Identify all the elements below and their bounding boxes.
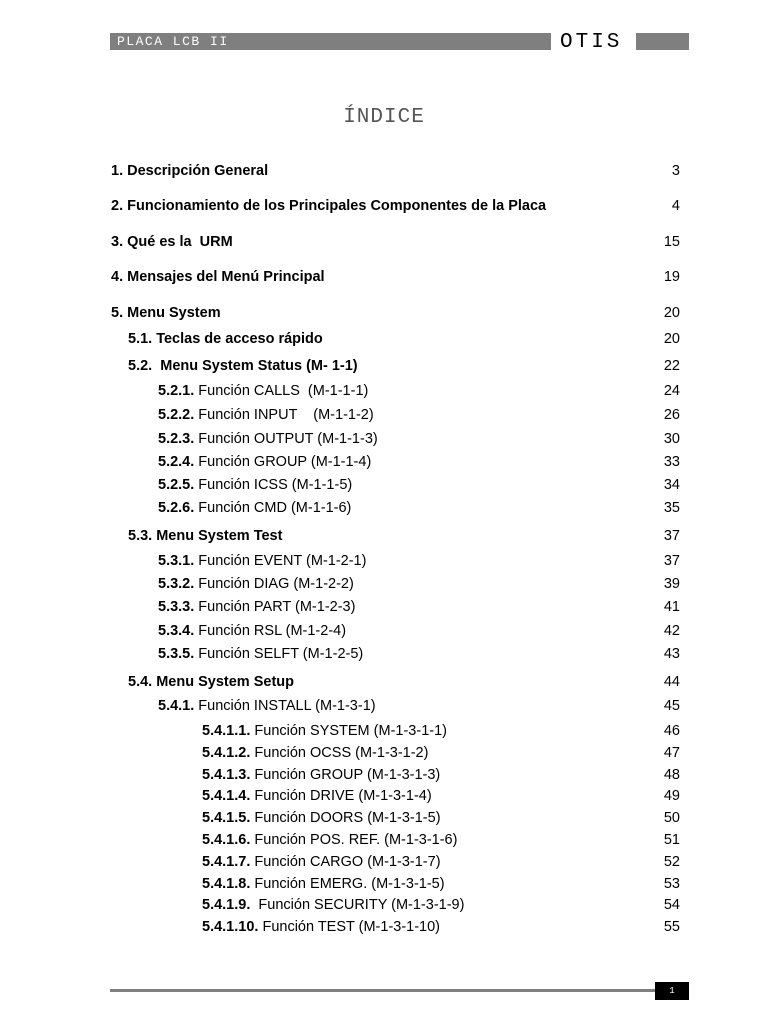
toc-entry-text: Función POS. REF. (M-1-3-1-6)	[250, 832, 458, 848]
toc-entry-page: 48	[663, 767, 680, 783]
toc-entry	[0, 874, 768, 894]
toc-entry	[0, 475, 768, 495]
toc-entry-label	[202, 874, 445, 894]
toc-entry-page: 45	[663, 698, 680, 714]
toc-entry-label	[158, 621, 346, 641]
toc-entry-label	[202, 830, 457, 850]
toc-entry-label	[111, 267, 325, 287]
toc-entry	[0, 526, 768, 546]
toc-entry	[0, 830, 768, 850]
toc-entry-number: 5.2.3.	[158, 431, 195, 447]
toc-entry-page: 42	[663, 623, 680, 639]
toc-entry	[0, 808, 768, 828]
toc-entry-label	[158, 696, 376, 716]
toc-entry	[0, 696, 768, 716]
toc-entry-page: 47	[663, 745, 680, 761]
toc-entry-number: 5.4.	[128, 674, 153, 690]
toc-entry-number: 5.2.5.	[158, 477, 195, 493]
toc-entry-label	[158, 574, 354, 594]
toc-entry-text: Función CARGO (M-1-3-1-7)	[250, 854, 441, 870]
toc-entry-page: 30	[663, 431, 680, 447]
toc-entry	[0, 765, 768, 785]
toc-entry-label	[202, 917, 440, 937]
toc-entry-page: 37	[663, 553, 680, 569]
toc-entry-page: 43	[663, 646, 680, 662]
toc-entry-number: 5.3.3.	[158, 599, 195, 615]
toc-entry-page: 20	[663, 305, 680, 321]
toc-entry-number: 5.3.4.	[158, 623, 195, 639]
toc-entry-text: Mensajes del Menú Principal	[123, 269, 325, 285]
toc-entry-text: Función GROUP (M-1-1-4)	[194, 454, 372, 470]
toc-entry-number: 1.	[111, 163, 124, 179]
toc-entry-label	[202, 743, 428, 763]
toc-entry	[0, 743, 768, 763]
toc-entry	[0, 232, 768, 252]
toc-entry	[0, 196, 768, 216]
toc-entry-label	[202, 765, 440, 785]
toc-entry-label	[158, 429, 378, 449]
toc-entry	[0, 267, 768, 287]
toc-entry-page: 15	[663, 234, 680, 250]
toc-entry-number: 5.2.4.	[158, 454, 195, 470]
toc-entry-number: 5.4.1.5.	[202, 810, 251, 826]
toc-entry	[0, 917, 768, 937]
toc-entry-page: 4	[671, 198, 680, 214]
header-right-bar	[636, 33, 689, 50]
toc-entry-text: Función EMERG. (M-1-3-1-5)	[250, 876, 445, 892]
toc-entry-page: 34	[663, 477, 680, 493]
toc-entry-number: 5.3.2.	[158, 576, 195, 592]
toc-entry	[0, 597, 768, 617]
toc-entry-text: Función SELFT (M-1-2-5)	[194, 646, 364, 662]
toc-entry-page: 44	[663, 674, 680, 690]
toc-entry-page: 41	[663, 599, 680, 615]
toc-entry-text: Qué es la URM	[123, 234, 233, 250]
toc-entry-page: 19	[663, 269, 680, 285]
toc-entry-number: 5.4.1.	[158, 698, 195, 714]
toc-entry	[0, 498, 768, 518]
toc-entry-label	[158, 475, 352, 495]
toc-entry-label	[111, 161, 268, 181]
toc-entry-page: 26	[663, 407, 680, 423]
toc-entry-number: 4.	[111, 269, 124, 285]
toc-entry-number: 5.2.1.	[158, 383, 195, 399]
toc-entry-text: Función INSTALL (M-1-3-1)	[194, 698, 376, 714]
toc-entry-number: 5.3.5.	[158, 646, 195, 662]
toc-entry-page: 37	[663, 528, 680, 544]
toc-entry-number: 5.3.	[128, 528, 153, 544]
toc-entry-page: 46	[663, 723, 680, 739]
toc-entry-text: Función CMD (M-1-1-6)	[194, 500, 352, 516]
toc-entry	[0, 381, 768, 401]
toc-entry-text: Función GROUP (M-1-3-1-3)	[250, 767, 441, 783]
toc-entry-number: 5.	[111, 305, 124, 321]
toc-entry	[0, 429, 768, 449]
toc-entry-number: 5.3.1.	[158, 553, 195, 569]
toc-entry-text: Función DIAG (M-1-2-2)	[194, 576, 354, 592]
toc-entry-number: 5.4.1.2.	[202, 745, 251, 761]
toc-entry-page: 49	[663, 788, 680, 804]
toc-entry-number: 5.4.1.7.	[202, 854, 251, 870]
toc-entry-number: 2.	[111, 198, 124, 214]
toc-entry-page: 53	[663, 876, 680, 892]
toc-entry-text: Función OCSS (M-1-3-1-2)	[250, 745, 429, 761]
toc-entry-page: 20	[663, 331, 680, 347]
toc-entry-text: Función SYSTEM (M-1-3-1-1)	[250, 723, 447, 739]
header-brand-logo: OTIS	[560, 31, 623, 54]
toc-entry-number: 5.4.1.6.	[202, 832, 251, 848]
toc-entry-label	[111, 196, 546, 216]
toc-entry-label	[202, 895, 464, 915]
footer-line	[110, 989, 656, 992]
toc-entry	[0, 621, 768, 641]
toc-entry-text: Función OUTPUT (M-1-1-3)	[194, 431, 378, 447]
toc-entry	[0, 644, 768, 664]
toc-entry-text: Función PART (M-1-2-3)	[194, 599, 356, 615]
toc-entry-page: 55	[663, 919, 680, 935]
toc-entry-page: 35	[663, 500, 680, 516]
document-title: ÍNDICE	[343, 106, 425, 129]
toc-entry-text: Función SECURITY (M-1-3-1-9)	[250, 897, 465, 913]
toc-entry-text: Teclas de acceso rápido	[152, 331, 323, 347]
toc-entry-label	[128, 526, 282, 546]
toc-entry-number: 5.1.	[128, 331, 153, 347]
toc-entry-label	[158, 381, 368, 401]
toc-entry-page: 54	[663, 897, 680, 913]
toc-entry-page: 3	[671, 163, 680, 179]
toc-entry-label	[128, 329, 323, 349]
toc-entry-label	[202, 808, 441, 828]
toc-entry-label	[158, 644, 363, 664]
toc-entry-label	[158, 551, 366, 571]
toc-entry-text: Función ICSS (M-1-1-5)	[194, 477, 353, 493]
toc-entry-number: 5.4.1.8.	[202, 876, 251, 892]
toc-entry	[0, 161, 768, 181]
toc-entry-number: 5.4.1.10.	[202, 919, 259, 935]
toc-entry	[0, 852, 768, 872]
toc-entry-label	[202, 786, 432, 806]
toc-entry-text: Función DOORS (M-1-3-1-5)	[250, 810, 441, 826]
toc-entry-label	[202, 721, 447, 741]
toc-entry-page: 52	[663, 854, 680, 870]
toc-entry-text: Función EVENT (M-1-2-1)	[194, 553, 367, 569]
toc-entry-text: Función RSL (M-1-2-4)	[194, 623, 347, 639]
toc-entry-page: 39	[663, 576, 680, 592]
toc-entry-text: Descripción General	[123, 163, 269, 179]
toc-entry-page: 33	[663, 454, 680, 470]
toc-entry-text: Menu System Status (M- 1-1)	[152, 358, 358, 374]
toc-entry	[0, 895, 768, 915]
toc-entry-text: Menu System	[123, 305, 221, 321]
toc-entry-label	[202, 852, 441, 872]
toc-entry-label	[111, 232, 233, 252]
toc-entry	[0, 721, 768, 741]
toc-entry-page: 51	[663, 832, 680, 848]
toc-entry-text: Función CALLS (M-1-1-1)	[194, 383, 369, 399]
header-title: PLACA LCB II	[117, 34, 229, 49]
toc-entry-number: 5.4.1.1.	[202, 723, 251, 739]
toc-entry-label	[128, 672, 294, 692]
toc-entry-page: 24	[663, 383, 680, 399]
toc-entry	[0, 574, 768, 594]
toc-entry-number: 5.2.	[128, 358, 153, 374]
toc-entry-text: Menu System Setup	[152, 674, 294, 690]
toc-entry	[0, 303, 768, 323]
toc-entry-label	[111, 303, 221, 323]
toc-entry	[0, 786, 768, 806]
toc-entry-label	[158, 405, 374, 425]
footer-page-number: 1	[655, 982, 689, 1000]
toc-entry-number: 5.4.1.3.	[202, 767, 251, 783]
toc-entry-label	[158, 498, 351, 518]
toc-entry	[0, 672, 768, 692]
toc-entry-label	[158, 597, 355, 617]
toc-entry-text: Función DRIVE (M-1-3-1-4)	[250, 788, 432, 804]
toc-entry-number: 3.	[111, 234, 124, 250]
toc-entry-text: Menu System Test	[152, 528, 283, 544]
toc-entry	[0, 452, 768, 472]
toc-entry	[0, 551, 768, 571]
toc-entry	[0, 329, 768, 349]
toc-entry-page: 22	[663, 358, 680, 374]
toc-entry-number: 5.4.1.9.	[202, 897, 251, 913]
toc-entry-text: Funcionamiento de los Principales Componentes de la Placa	[123, 198, 547, 214]
toc-entry-text: Función INPUT (M-1-1-2)	[194, 407, 374, 423]
toc-entry-label	[128, 356, 358, 376]
toc-entry-page: 50	[663, 810, 680, 826]
toc-entry	[0, 356, 768, 376]
toc-entry	[0, 405, 768, 425]
toc-entry-text: Función TEST (M-1-3-1-10)	[258, 919, 441, 935]
toc-entry-number: 5.4.1.4.	[202, 788, 251, 804]
toc-entry-number: 5.2.2.	[158, 407, 195, 423]
toc-entry-number: 5.2.6.	[158, 500, 195, 516]
toc-entry-label	[158, 452, 371, 472]
